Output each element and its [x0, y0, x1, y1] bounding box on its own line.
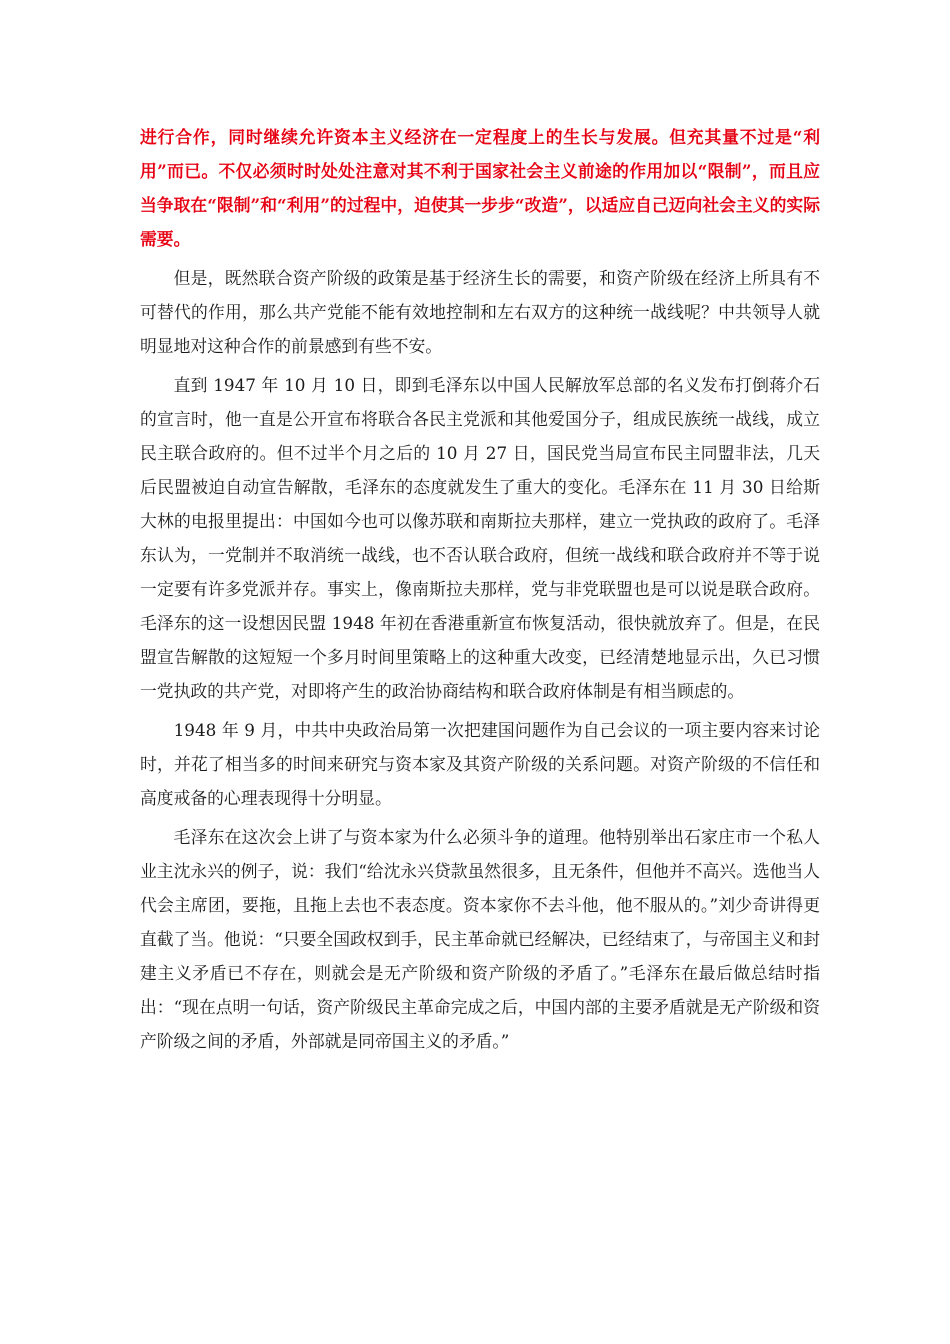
- body-paragraph: 但是，既然联合资产阶级的政策是基于经济生长的需要，和资产阶级在经济上所具有不可替代的作用，那么共产党能不能有效地控制和左右双方的这种统一战线呢？中共领导人就明显地对这种合作的前景感到有些不安。: [140, 268, 820, 356]
- body-paragraph: 毛泽东在这次会上讲了与资本家为什么必须斗争的道理。他特别举出石家庄市一个私人业主沈永兴的例子，说：我们“给沈永兴贷款虽然很多，且无条件，但他并不高兴。选他当人代会主席团，要拖，且拖上去也不表态度。资本家你不去斗他，他不服从的。”刘少奇讲得更直截了当。他说：“只要全国政权到手，民主革命就已经解决，已经结束了，与帝国主义和封建主义矛盾已不存在，则就会是无产阶级和资产阶级的矛盾了。”毛泽东在最后做总结时指出：“现在点明一句话，资产阶级民主革命完成之后，中国内部的主要矛盾就是无产阶级和资产阶级之间的矛盾，外部就是同帝国主义的矛盾。”: [140, 827, 820, 1051]
- body-paragraph: 1948 年 9 月，中共中央政治局第一次把建国问题作为自己会议的一项主要内容来讨论时，并花了相当多的时间来研究与资本家及其资产阶级的关系问题。对资产阶级的不信任和高度戒备的心理表现得十分明显。: [140, 720, 820, 808]
- emphasized-paragraph: 进行合作，同时继续允许资本主义经济在一定程度上的生长与发展。但充其量不过是“利用”而已。不仅必须时时处处注意对其不利于国家社会主义前途的作用加以“限制”，而且应当争取在“限制”和“利用”的过程中，迫使其一步步“改造”，以适应自己迈向社会主义的实际需要。: [140, 127, 820, 249]
- body-paragraph: 直到 1947 年 10 月 10 日，即到毛泽东以中国人民解放军总部的名义发布打倒蒋介石的宣言时，他一直是公开宣布将联合各民主党派和其他爱国分子，组成民族统一战线，成立民主联合政府的。但不过半个月之后的 10 月 27 日，国民党当局宣布民主同盟非法，几天后民盟被迫自动宣告解散，毛泽东的态度就发生了重大的变化。毛泽东在 11 月 30 日给斯大林的电报里提出：中国如今也可以像苏联和南斯拉夫那样，建立一党执政的政府了。毛泽东认为，一党制并不取消统一战线，也不否认联合政府，但统一战线和联合政府并不等于说一定要有许多党派并存。事实上，像南斯拉夫那样，党与非党联盟也是可以说是联合政府。毛泽东的这一设想因民盟 1948 年初在香港重新宣布恢复活动，很快就放弃了。但是，在民盟宣告解散的这短短一个多月时间里策略上的这种重大改变，已经清楚地显示出，久已习惯一党执政的共产党，对即将产生的政治协商结构和联合政府体制是有相当顾虑的。: [140, 375, 820, 701]
- document-body: [140, 120, 820, 1063]
